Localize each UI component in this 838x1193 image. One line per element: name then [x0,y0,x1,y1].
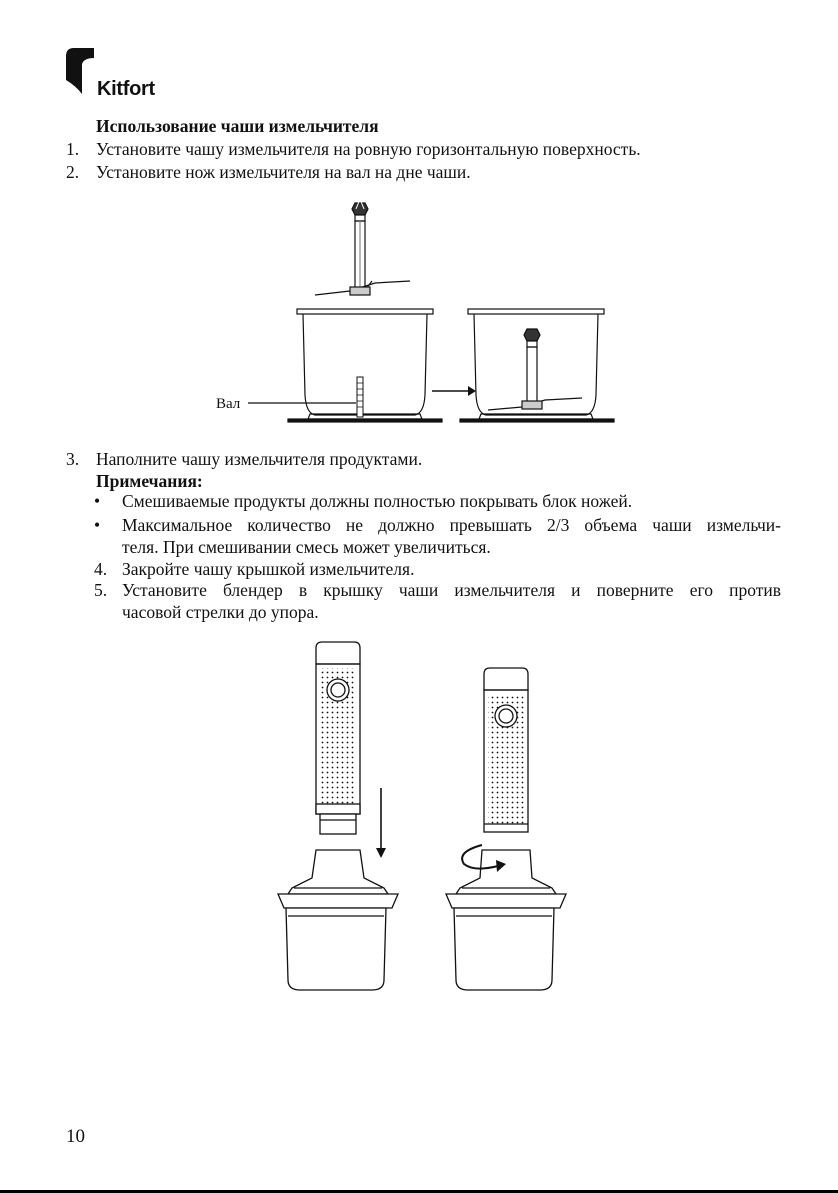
step-2-number: 2. [66,162,80,182]
step-4-number: 4. [94,559,108,579]
arrow-down-icon [376,848,386,858]
notes-title: Примечания: [96,471,203,491]
note-2-line-2: теля. При смешивании смесь может увеличиться. [122,537,491,557]
note-2-line-1: Максимальное количество не должно превышать 2/3 объема чаши измельчи- [122,515,781,535]
chopper-assembled-right-icon [446,668,566,990]
page-number: 10 [66,1126,85,1147]
step-4-text: Закройте чашу крышкой измельчителя. [122,559,415,579]
bowl-right-icon [460,309,614,422]
step-1-number: 1. [66,139,80,159]
section-title: Использование чаши измельчителя [96,116,379,136]
blender-motor-left-icon [316,642,360,834]
note-2-bullet: • [94,515,101,535]
note-1-bullet: • [94,491,101,511]
brand-name: Kitfort [97,78,155,100]
arrow-right-icon [468,386,476,396]
kitfort-logo-mark-icon [66,48,96,94]
shaft-label: Вал [216,396,241,412]
step-5-line-2: часовой стрелки до упора. [122,602,319,622]
step-5-line-1: Установите блендер в крышку чаши измельчителя и поверните его против [122,580,781,600]
note-1-text: Смешиваемые продукты должны полностью покрывать блок ножей. [122,491,633,511]
figure-knife-installation [200,195,620,435]
knife-assembly-icon [315,199,410,295]
figure-blender-attachment [260,640,590,1000]
chopper-bowl-left-icon [278,850,398,990]
step-1-text: Установите чашу измельчителя на ровную горизонтальную поверхность. [96,139,641,159]
kitfort-logo [66,48,166,100]
step-2-text: Установите нож измельчителя на вал на дне чаши. [96,162,471,182]
bowl-left-icon [288,309,442,422]
step-3-number: 3. [66,449,80,469]
step-5-number: 5. [94,580,108,600]
step-3-text: Наполните чашу измельчителя продуктами. [96,449,423,469]
